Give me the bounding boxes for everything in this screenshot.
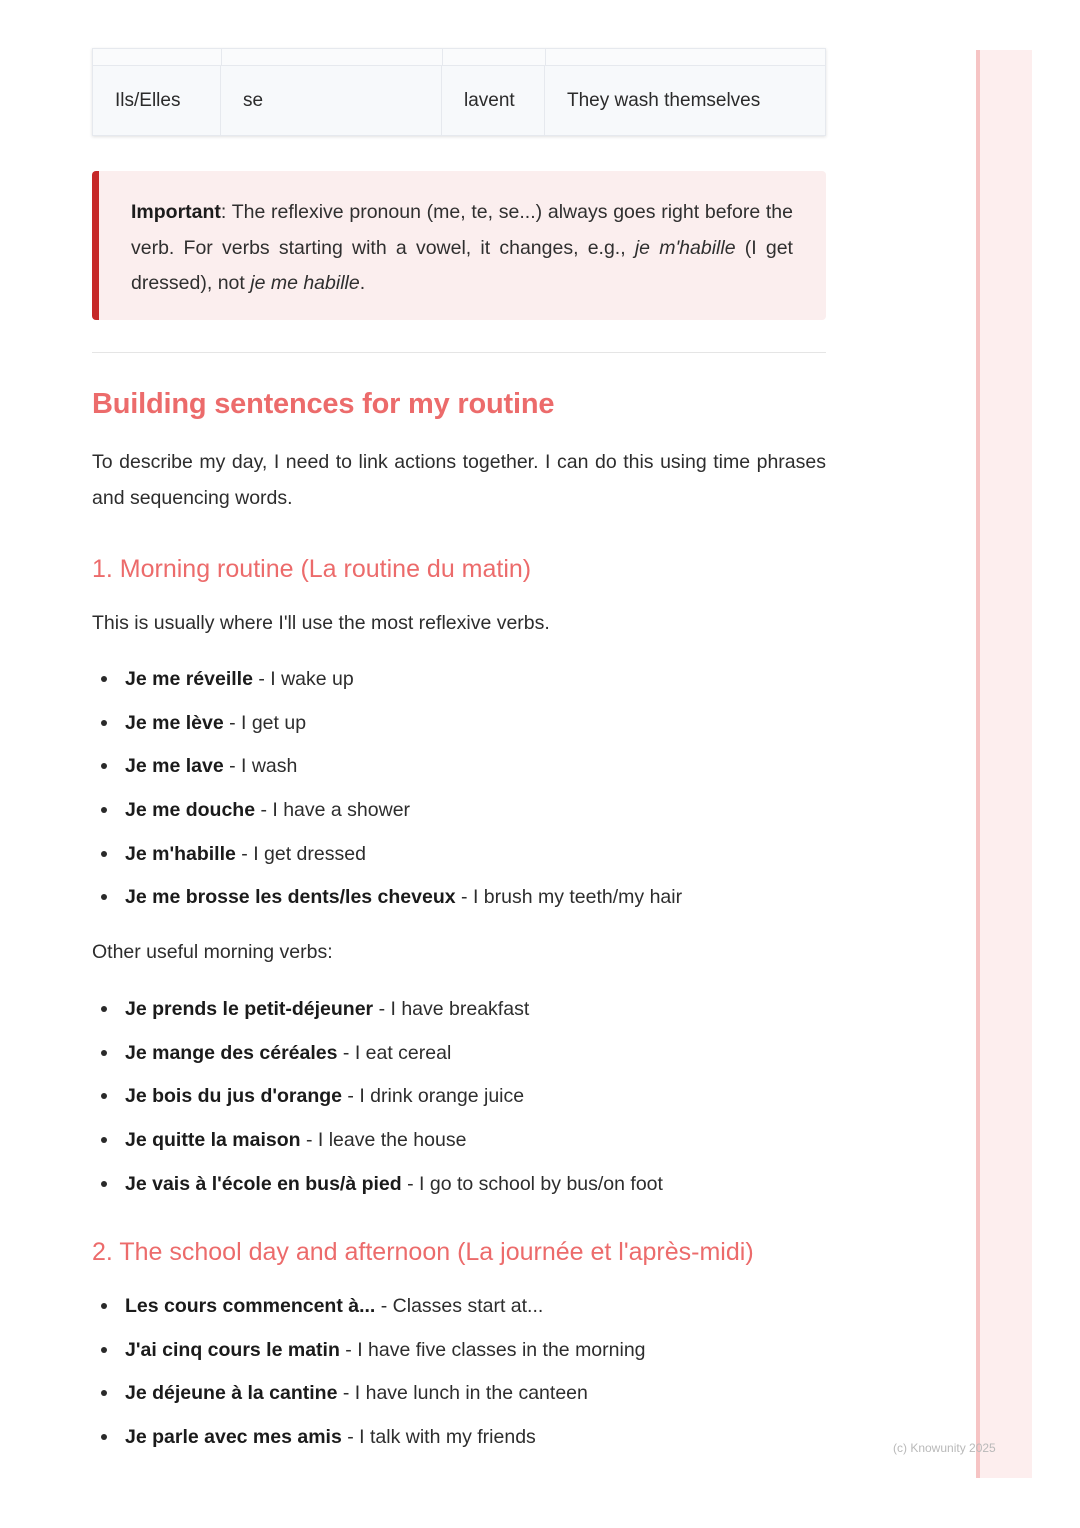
morning-heading: 1. Morning routine (La routine du matin) [92, 555, 532, 583]
copyright-footer: (c) Knowunity 2025 [893, 1441, 996, 1455]
callout-text: (I get dressed), not [131, 236, 793, 294]
callout-label: Important [131, 201, 221, 223]
table-cell-reflexive: se [221, 66, 442, 135]
school-verb-list [92, 1294, 646, 1469]
callout-example: je m'habille [634, 236, 736, 259]
important-callout [92, 171, 826, 320]
section-intro: To describe my day, I need to link actions together. I can do this using time phrases and sequencing words. [92, 451, 826, 509]
callout-text: . [359, 272, 366, 294]
list-item: Je me brosse les dents/les cheveux - I brush my teeth/my hair [92, 885, 682, 929]
school-heading: 2. The school day and afternoon (La journée et l'après-midi) [92, 1238, 754, 1266]
table-cell-translation: They wash themselves [567, 89, 761, 111]
table-row-partial [93, 49, 825, 66]
list-item: Je mange des céréales - I eat cereal [92, 1041, 663, 1085]
table-divider [545, 49, 546, 65]
list-item: Les cours commencent à... - Classes start at... [92, 1294, 646, 1338]
morning-intro: This is usually where I'll use the most reflexive verbs. [92, 612, 550, 634]
callout-text: : The reflexive pronoun (me, te, se...) always goes right before the verb. For verbs starting with a vowel, it changes, e.g., [131, 201, 793, 259]
list-item: Je me lave - I wash [92, 754, 682, 798]
table-row [93, 66, 825, 135]
table-cell-verb: lavent [442, 66, 545, 135]
table-cell-pronoun: Ils/Elles [93, 66, 221, 135]
list-item: Je me réveille - I wake up [92, 667, 682, 711]
margin-sidebar [976, 50, 1032, 1478]
list-item: Je me lève - I get up [92, 711, 682, 755]
list-item: Je me douche - I have a shower [92, 798, 682, 842]
list-item: Je déjeune à la cantine - I have lunch in the canteen [92, 1381, 646, 1425]
list-item: Je parle avec mes amis - I talk with my friends [92, 1425, 646, 1469]
other-verbs-label: Other useful morning verbs: [92, 941, 333, 963]
conjugation-table [92, 48, 826, 136]
list-item: Je m'habille - I get dressed [92, 842, 682, 886]
table-divider [442, 49, 443, 65]
list-item: Je bois du jus d'orange - I drink orange juice [92, 1084, 663, 1128]
callout-example: je me habille [250, 272, 360, 294]
section-divider [92, 352, 826, 353]
list-item: Je quitte la maison - I leave the house [92, 1128, 663, 1172]
morning-verb-list [92, 667, 682, 929]
table-divider [221, 49, 222, 65]
list-item: Je vais à l'école en bus/à pied - I go to school by bus/on foot [92, 1172, 663, 1216]
section-title: Building sentences for my routine [92, 388, 555, 420]
list-item: J'ai cinq cours le matin - I have five classes in the morning [92, 1338, 646, 1382]
other-verb-list [92, 997, 663, 1215]
list-item: Je prends le petit-déjeuner - I have breakfast [92, 997, 663, 1041]
